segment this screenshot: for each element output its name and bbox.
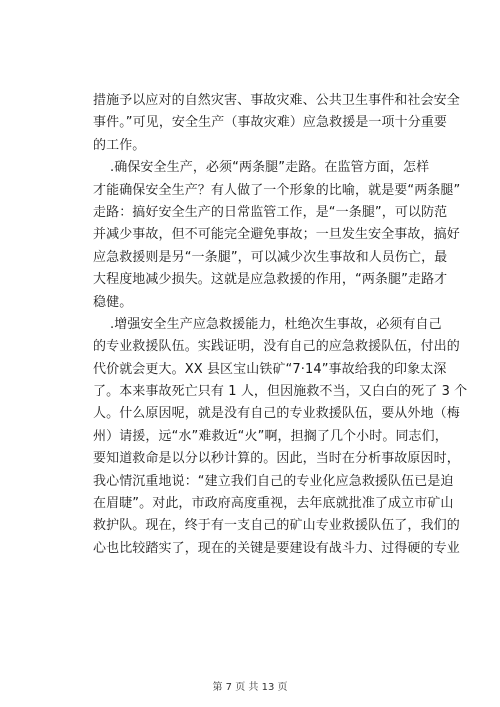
text-line: 在眉睫”。对此，市政府高度重视，去年底就批准了成立市矿山 [93, 496, 454, 512]
text-line: 大程度地减少损失。这就是应急救援的作用，“两条腿”走路才 [93, 272, 448, 288]
text-line: 的专业救援队伍。实践证明，没有自己的应急救援队伍，付出的 [93, 339, 460, 355]
text-line: 走路：搞好安全生产的日常监管工作，是“一条腿”，可以防范 [93, 204, 448, 220]
document-body [93, 90, 468, 560]
text-line: 应急救援则是另“一条腿”，可以减少次生事故和人员伤亡，最 [93, 249, 448, 265]
text-line: 了。本来事故死亡只有 1 人，但因施救不当，又白白的死了 3 个 [93, 384, 468, 400]
text-line: 救护队。现在，终于有一支自己的矿山专业救援队伍了，我们的 [93, 518, 460, 534]
text-line: .增强安全生产应急救援能力，杜绝次生事故，必须有自己 [110, 316, 442, 332]
text-line: 要知道救命是以分以秒计算的。因此，当时在分析事故原因时， [93, 451, 460, 467]
text-line: .确保安全生产，必须“两条腿”走路。在监管方面，怎样 [110, 160, 430, 176]
text-line: 措施予以应对的自然灾害、事故灾难、公共卫生事件和社会安全 [93, 93, 460, 108]
text-line: 的工作。 [93, 137, 146, 153]
paragraph [93, 314, 468, 560]
paragraph [93, 90, 460, 157]
text-line: 代价就会更大。XX 县区宝山铁矿“7·14”事故给我的印象太深 [93, 361, 447, 377]
text-line: 州）请援，远“水”难救近“火”啊，担搁了几个小时。同志们， [93, 428, 448, 444]
text-line: 才能确保安全生产？有人做了一个形象的比喻，就是要“两条腿” [93, 182, 461, 198]
text-line: 心也比较踏实了，现在的关键是要建设有战斗力、过得硬的专业 [93, 540, 460, 556]
text-line: 我心情沉重地说：“建立我们自己的专业化应急救援队伍已是迫 [93, 473, 454, 489]
text-line: 并减少事故，但不可能完全避免事故；一旦发生安全事故，搞好 [93, 227, 460, 243]
text-line: 事件。”可见，安全生产（事故灾难）应急救援是一项十分重要 [93, 115, 448, 131]
page-number-footer: 第 7 页 共 13 页 [212, 682, 288, 693]
text-line: 稳健。 [93, 294, 133, 310]
text-line: 人。什么原因呢，就是没有自己的专业救援队伍，要从外地（梅 [93, 406, 460, 422]
paragraph [93, 157, 461, 314]
